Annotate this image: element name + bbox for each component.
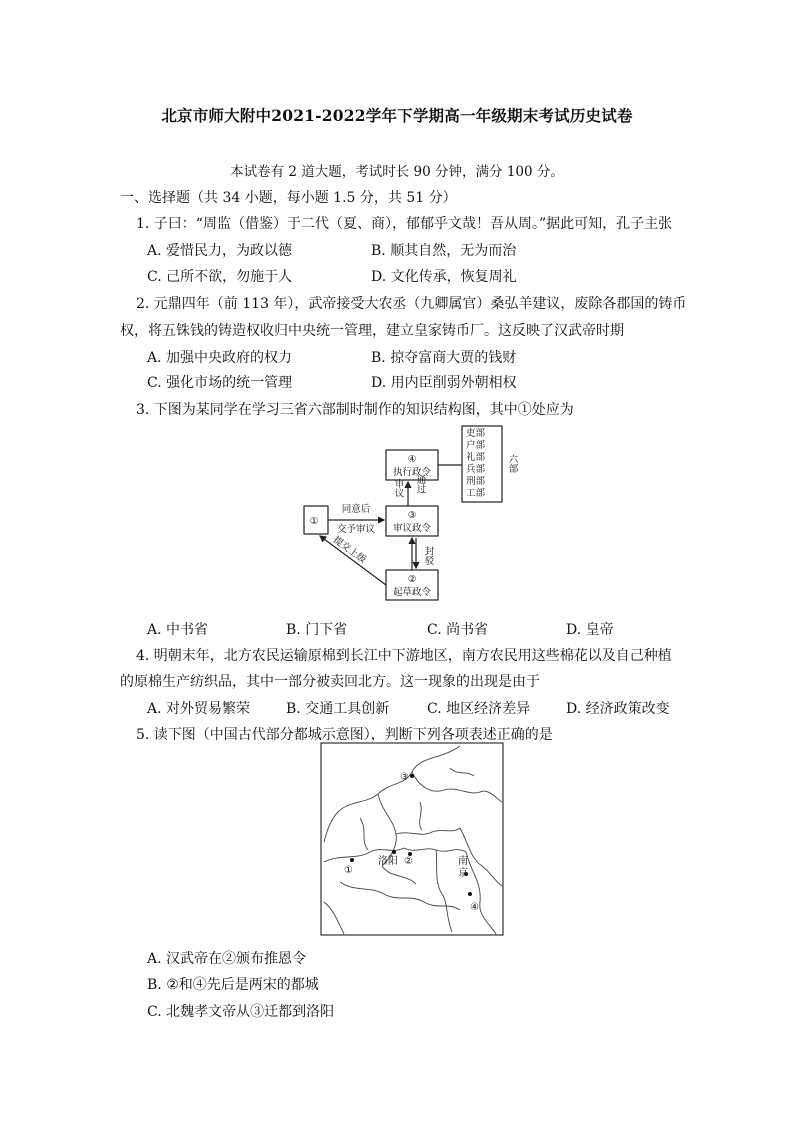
q5-option-b: B. ②和④先后是两宋的都城 — [147, 977, 319, 993]
section-heading: 一、选择题（共 34 小题，每小题 1.5 分，共 51 分） — [120, 190, 457, 206]
three-departments-diagram — [290, 420, 530, 604]
q3-option-a: A. 中书省 — [147, 622, 209, 638]
q3-option-c: C. 尚书省 — [427, 622, 489, 638]
q5-stem: 5. 读下图（中国古代部分都城示意图），判断下列各项表述正确的是 — [136, 727, 553, 743]
q5-option-c: C. 北魏孝文帝从③迁都到洛阳 — [147, 1004, 335, 1020]
ministry-6: 工部 — [466, 488, 486, 499]
q4-option-a: A. 对外贸易繁荣 — [147, 701, 251, 717]
box2-label: 起草政令 — [392, 587, 432, 598]
q3-stem: 3. 下图为某同学在学习三省六部制时制作的知识结构图，其中①处应为 — [136, 402, 574, 418]
q1-option-a: A. 爱惜民力，为政以德 — [147, 243, 293, 259]
q4-stem-line2: 的原棉生产纺织品，其中一部分被卖回北方。这一现象的出现是由于 — [120, 674, 540, 690]
map-label-nanjing-2: 京 — [458, 868, 468, 879]
box2-number: ② — [407, 574, 417, 585]
q3-option-d: D. 皇帝 — [566, 622, 614, 638]
map-marker-2: ② — [404, 856, 413, 867]
map-label-luoyang: 洛阳 — [378, 856, 398, 867]
page-title: 北京市师大附中2021-2022学年下学期高一年级期末考试历史试卷 — [161, 106, 633, 125]
q5-option-a: A. 汉武帝在②颁布推恩令 — [147, 951, 307, 967]
box1-label: ① — [309, 516, 319, 527]
map-marker-3: ③ — [400, 772, 409, 783]
ministry-5: 刑部 — [466, 476, 486, 487]
q4-option-c: C. 地区经济差异 — [427, 701, 531, 717]
ministry-4: 兵部 — [466, 464, 486, 475]
q2-option-d: D. 用内臣削弱外朝相权 — [371, 375, 517, 391]
box3-label: 审议政令 — [392, 523, 432, 534]
q3-option-b: B. 门下省 — [286, 622, 348, 638]
ministry-2: 户部 — [466, 440, 486, 451]
arrow-review-label: 审议 — [392, 478, 404, 498]
box4-label: 执行政令 — [392, 467, 432, 478]
ancient-capitals-map — [320, 742, 504, 936]
map-marker-1: ① — [344, 865, 353, 876]
q1-option-c: C. 己所不欲，勿施于人 — [147, 269, 293, 285]
q1-stem: 1. 子曰：“周监（借鉴）于二代（夏、商），郁郁乎文哉！吾从周。”据此可知，孔子主张 — [136, 216, 673, 232]
q2-option-b: B. 掠夺富商大贾的钱财 — [371, 350, 517, 366]
arrow-pass-label: 通过 — [414, 474, 426, 494]
arrow-agree-label-2: 交予审议 — [336, 524, 376, 535]
q1-option-d: D. 文化传承，恢复周礼 — [371, 269, 517, 285]
q4-option-b: B. 交通工具创新 — [286, 701, 390, 717]
box3-number: ③ — [407, 510, 417, 521]
q4-stem-line1: 4. 明朝末年，北方农民运输原棉到长江中下游地区，南方农民用这些棉花以及自己种植 — [136, 648, 672, 664]
box4-number: ④ — [407, 454, 417, 465]
ministry-3: 礼部 — [466, 452, 486, 463]
q2-option-c: C. 强化市场的统一管理 — [147, 375, 293, 391]
q2-stem-line1: 2. 元鼎四年（前 113 年），武帝接受大农丞（九卿属官）桑弘羊建议，废除各郡国的铸币 — [136, 296, 687, 312]
arrow-reject-label: 封驳 — [422, 546, 434, 565]
map-label-nanjing-1: 南 — [458, 856, 468, 867]
ministry-1: 吏部 — [466, 428, 486, 439]
q1-option-b: B. 顺其自然，无为而治 — [371, 243, 517, 259]
arrow-agree-label-1: 同意后 — [341, 504, 371, 515]
arrow-submit-label: 提交上级 — [330, 534, 369, 566]
q4-option-d: D. 经济政策改变 — [566, 701, 670, 717]
q2-option-a: A. 加强中央政府的权力 — [147, 350, 293, 366]
six-ministries-label: 六部 — [506, 454, 518, 473]
exam-intro: 本试卷有 2 道大题，考试时长 90 分钟，满分 100 分。 — [230, 164, 564, 180]
map-marker-4: ④ — [470, 902, 479, 913]
q2-stem-line2: 权，将五铢钱的铸造权收归中央统一管理，建立皇家铸币厂。这反映了汉武帝时期 — [120, 323, 624, 339]
